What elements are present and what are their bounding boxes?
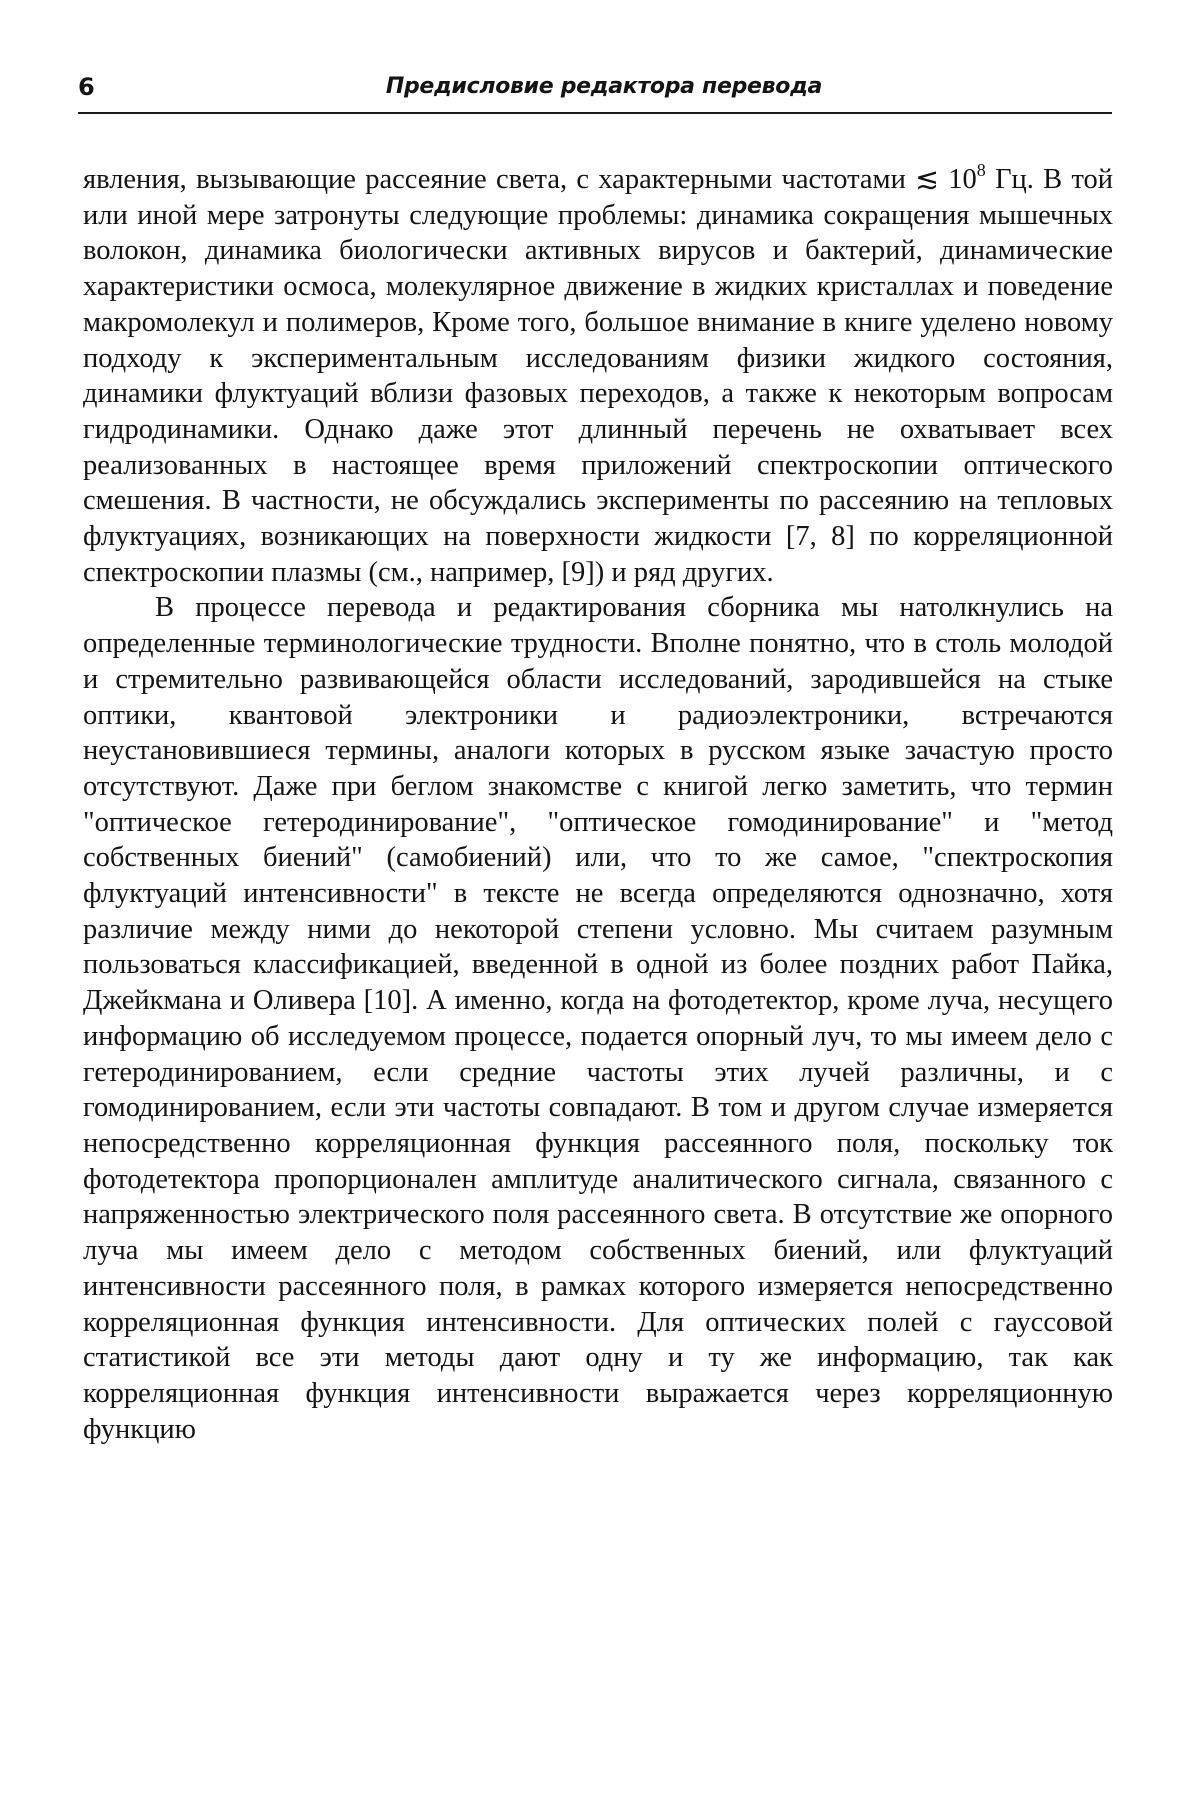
page-number: 6: [78, 73, 95, 101]
paragraph-2: В процессе перевода и редактирования сборника мы натолкнулись на определенные терминологические трудности. Вполне понятно, что в столь молодой и стремительно развивающейся области исследований, зародившейся на стыке оптики, квантовой электроники и радиоэлектроники, встречаются неустановившиеся термины, аналоги которых в русском языке зачастую просто отсутствуют. Даже при беглом знакомстве с книгой легко заметить, что термин "оптическое гетеродинирование", "оптическое гомодинирование" и "метод собственных биений" (самобиений) или, что то же самое, "спектроскопия флуктуаций интенсивности" в тексте не всегда определяются однозначно, хотя различие между ними до некоторой степени условно. Мы считаем разумным пользоваться классификацией, введенной в одной из более поздних работ Пайка, Джейкмана и Оливера [10]. А именно, когда на фотодетектор, кроме луча, несущего информацию об исследуемом процессе, подается опорный луч, то мы имеем дело с гетеродинированием, если средние частоты этих лучей различны, и с гомодинированием, если эти частоты совпадают. В том и другом случае измеряется непосредственно корреляционная функция рассеянного поля, поскольку ток фотодетектора пропорционален амплитуде аналитического сигнала, связанного с напряженностью электрического поля рассеянного света. В отсутствие же опорного луча мы имеем дело с методом собственных биений, или флуктуаций интенсивности рассеянного поля, в рамках которого измеряется непосредственно корреляционная функция интенсивности. Для оптических полей с гауссовой статистикой все эти методы дают одну и ту же информацию, так как корреляционная функция интенсивности выражается через корреляционную функцию: [83, 592, 1113, 1445]
paragraph-1-rest: Гц. В той или иной мере затронуты следующие проблемы: динамика сокращения мышечных волокон, динамика биологически активных вирусов и бактерий, динамические характеристики осмоса, молекулярное движение в жидких кристаллах и поведение макромолекул и полимеров, Кроме того, большое внимание в книге уделено новому подходу к экспериментальным исследованиям физики жидкого состояния, динамики флуктуаций вблизи фазовых переходов, а также к некоторым вопросам гидродинамики. Однако даже этот длинный перечень не охватывает всех реализованных в настоящее время приложений спектроскопии оптического смешения. В частности, не обсуждались эксперименты по рассеянию на тепловых флуктуациях, возникающих на поверхности жидкости [7, 8] по корреляционной спектроскопии плазмы (см., например, [9]) и ряд других.: [83, 164, 1114, 588]
frequency-base: 10: [948, 164, 977, 195]
paragraph-1-start: явления, вызывающие рассеяние света, с характерными частотами: [83, 164, 906, 195]
frequency-exponent: 8: [976, 160, 986, 180]
body-text: [83, 162, 1113, 1447]
running-head: [78, 72, 1090, 112]
header-rule: [78, 112, 1112, 114]
less-or-approx-symbol: ≲: [915, 164, 939, 195]
paragraph-continued: [83, 162, 1113, 590]
running-title: Предисловие редактора перевода: [385, 74, 823, 99]
